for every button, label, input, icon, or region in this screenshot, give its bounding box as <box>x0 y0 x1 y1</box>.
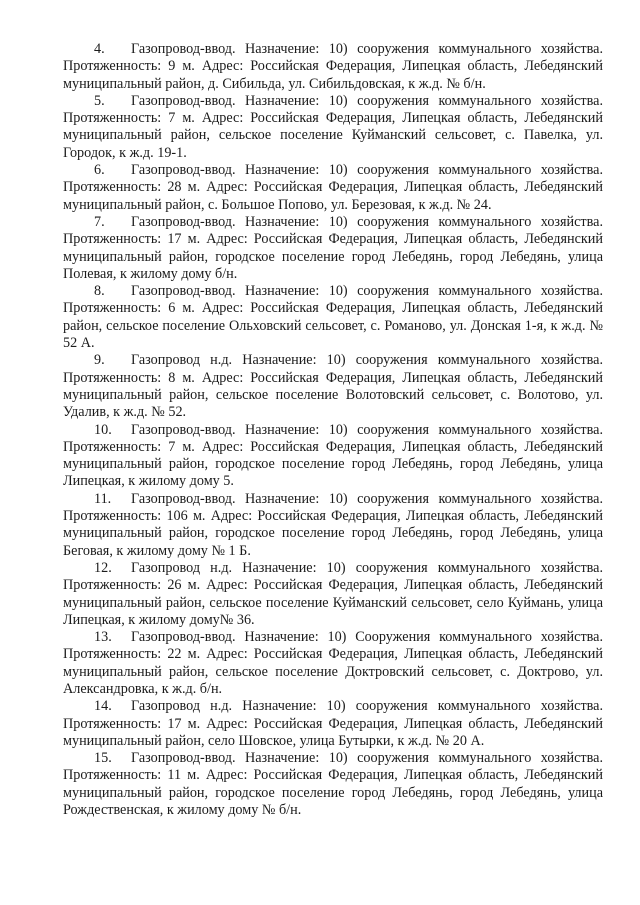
item-number: 13. <box>94 629 112 646</box>
item-text: Газопровод-ввод. Назначение: 10) сооружения коммунального хозяйства. Протяженность: 17 м. Адрес: Российская Федерация, Липецкая область, Лебедянский муниципальный район, городское поселение город Лебедянь, город Лебедянь, улица Полевая, к жилому дому б/н. <box>63 213 603 282</box>
item-number: 10. <box>94 421 112 438</box>
item-number: 11. <box>94 490 112 507</box>
item-text: Газопровод-ввод. Назначение: 10) Сооружения коммунального хозяйства. Протяженность: 22 м. Адрес: Российская Федерация, Липецкая область, Лебедянский муниципальный район, сельское поселение Доктровский сельсовет, с. Доктрово, ул. Александровка, к ж.д. б/н. <box>63 629 603 697</box>
item-text: Газопровод н.д. Назначение: 10) сооружения коммунального хозяйства. Протяженность: 17 м. Адрес: Российская Федерация, Липецкая область, Лебедянский муниципальный район, село Шовское, улица Бутырки, к ж.д. № 20 А. <box>63 698 603 749</box>
list-item <box>63 750 603 819</box>
list-item <box>63 422 603 491</box>
item-text: Газопровод-ввод. Назначение: 10) сооружения коммунального хозяйства. Протяженность: 7 м. Адрес: Российская Федерация, Липецкая область, Лебедянский муниципальный район, сельское поселение Куйманский сельсовет, с. Павелка, ул. Городок, к ж.д. 19-1. <box>63 92 603 161</box>
item-number: 15. <box>94 750 112 767</box>
item-text: Газопровод-ввод. Назначение: 10) сооружения коммунального хозяйства. Протяженность: 106 м. Адрес: Российская Федерация, Липецкая область, Лебедянский муниципальный район, городское поселение город Лебедянь, город Лебедянь, улица Беговая, к жилому дому № 1 Б. <box>63 490 603 559</box>
item-text: Газопровод-ввод. Назначение: 10) сооружения коммунального хозяйства. Протяженность: 28 м. Адрес: Российская Федерация, Липецкая область, Лебедянский муниципальный район, с. Большое Попово, ул. Березовая, к ж.д. № 24. <box>63 162 603 213</box>
list-item <box>63 560 603 629</box>
list-item <box>63 162 603 214</box>
list-item <box>63 352 603 421</box>
list-item <box>63 41 603 93</box>
item-number: 5. <box>94 92 105 109</box>
list-item <box>63 698 603 750</box>
document-page <box>63 41 603 819</box>
item-text: Газопровод н.д. Назначение: 10) сооружения коммунального хозяйства. Протяженность: 26 м. Адрес: Российская Федерация, Липецкая область, Лебедянский муниципальный район, сельское поселение Куйманский сельсовет, село Куймань, улица Липецкая, к жилому дому№ 36. <box>63 559 603 628</box>
item-number: 6. <box>94 162 105 179</box>
item-text: Газопровод-ввод. Назначение: 10) сооружения коммунального хозяйства. Протяженность: 9 м. Адрес: Российская Федерация, Липецкая область, Лебедянский муниципальный район, д. Сибильда, ул. Сибильдовская, к ж.д. № б/н. <box>63 41 603 92</box>
item-number: 7. <box>94 213 105 230</box>
item-text: Газопровод-ввод. Назначение: 10) сооружения коммунального хозяйства. Протяженность: 11 м. Адрес: Российская Федерация, Липецкая область, Лебедянский муниципальный район, городское поселение город Лебедянь, город Лебедянь, улица Рождественская, к жилому дому № б/н. <box>63 750 603 819</box>
item-text: Газопровод-ввод. Назначение: 10) сооружения коммунального хозяйства. Протяженность: 7 м. Адрес: Российская Федерация, Липецкая область, Лебедянский муниципальный район, городское поселение город Лебедянь, город Лебедянь, улица Липецкая, к жилому дому 5. <box>63 421 603 490</box>
item-number: 14. <box>94 698 112 715</box>
item-number: 4. <box>94 41 105 57</box>
item-text: Газопровод н.д. Назначение: 10) сооружения коммунального хозяйства. Протяженность: 8 м. Адрес: Российская Федерация, Липецкая область, Лебедянский муниципальный район, сельское поселение Волотовский сельсовет, с. Волотово, ул. Удалив, к ж.д. № 52. <box>63 352 603 421</box>
list-item <box>63 93 603 162</box>
list-item <box>63 214 603 283</box>
item-text: Газопровод-ввод. Назначение: 10) сооружения коммунального хозяйства. Протяженность: 6 м. Адрес: Российская Федерация, Липецкая область, Лебедянский район, сельское поселение Ольховский сельсовет, с. Романово, ул. Донская 1-я, к ж.д. № 52 А. <box>63 283 603 352</box>
item-number: 8. <box>94 283 105 300</box>
list-item <box>63 491 603 560</box>
item-number: 12. <box>94 559 112 576</box>
list-item <box>63 629 603 698</box>
item-number: 9. <box>94 352 105 369</box>
list-item <box>63 283 603 352</box>
